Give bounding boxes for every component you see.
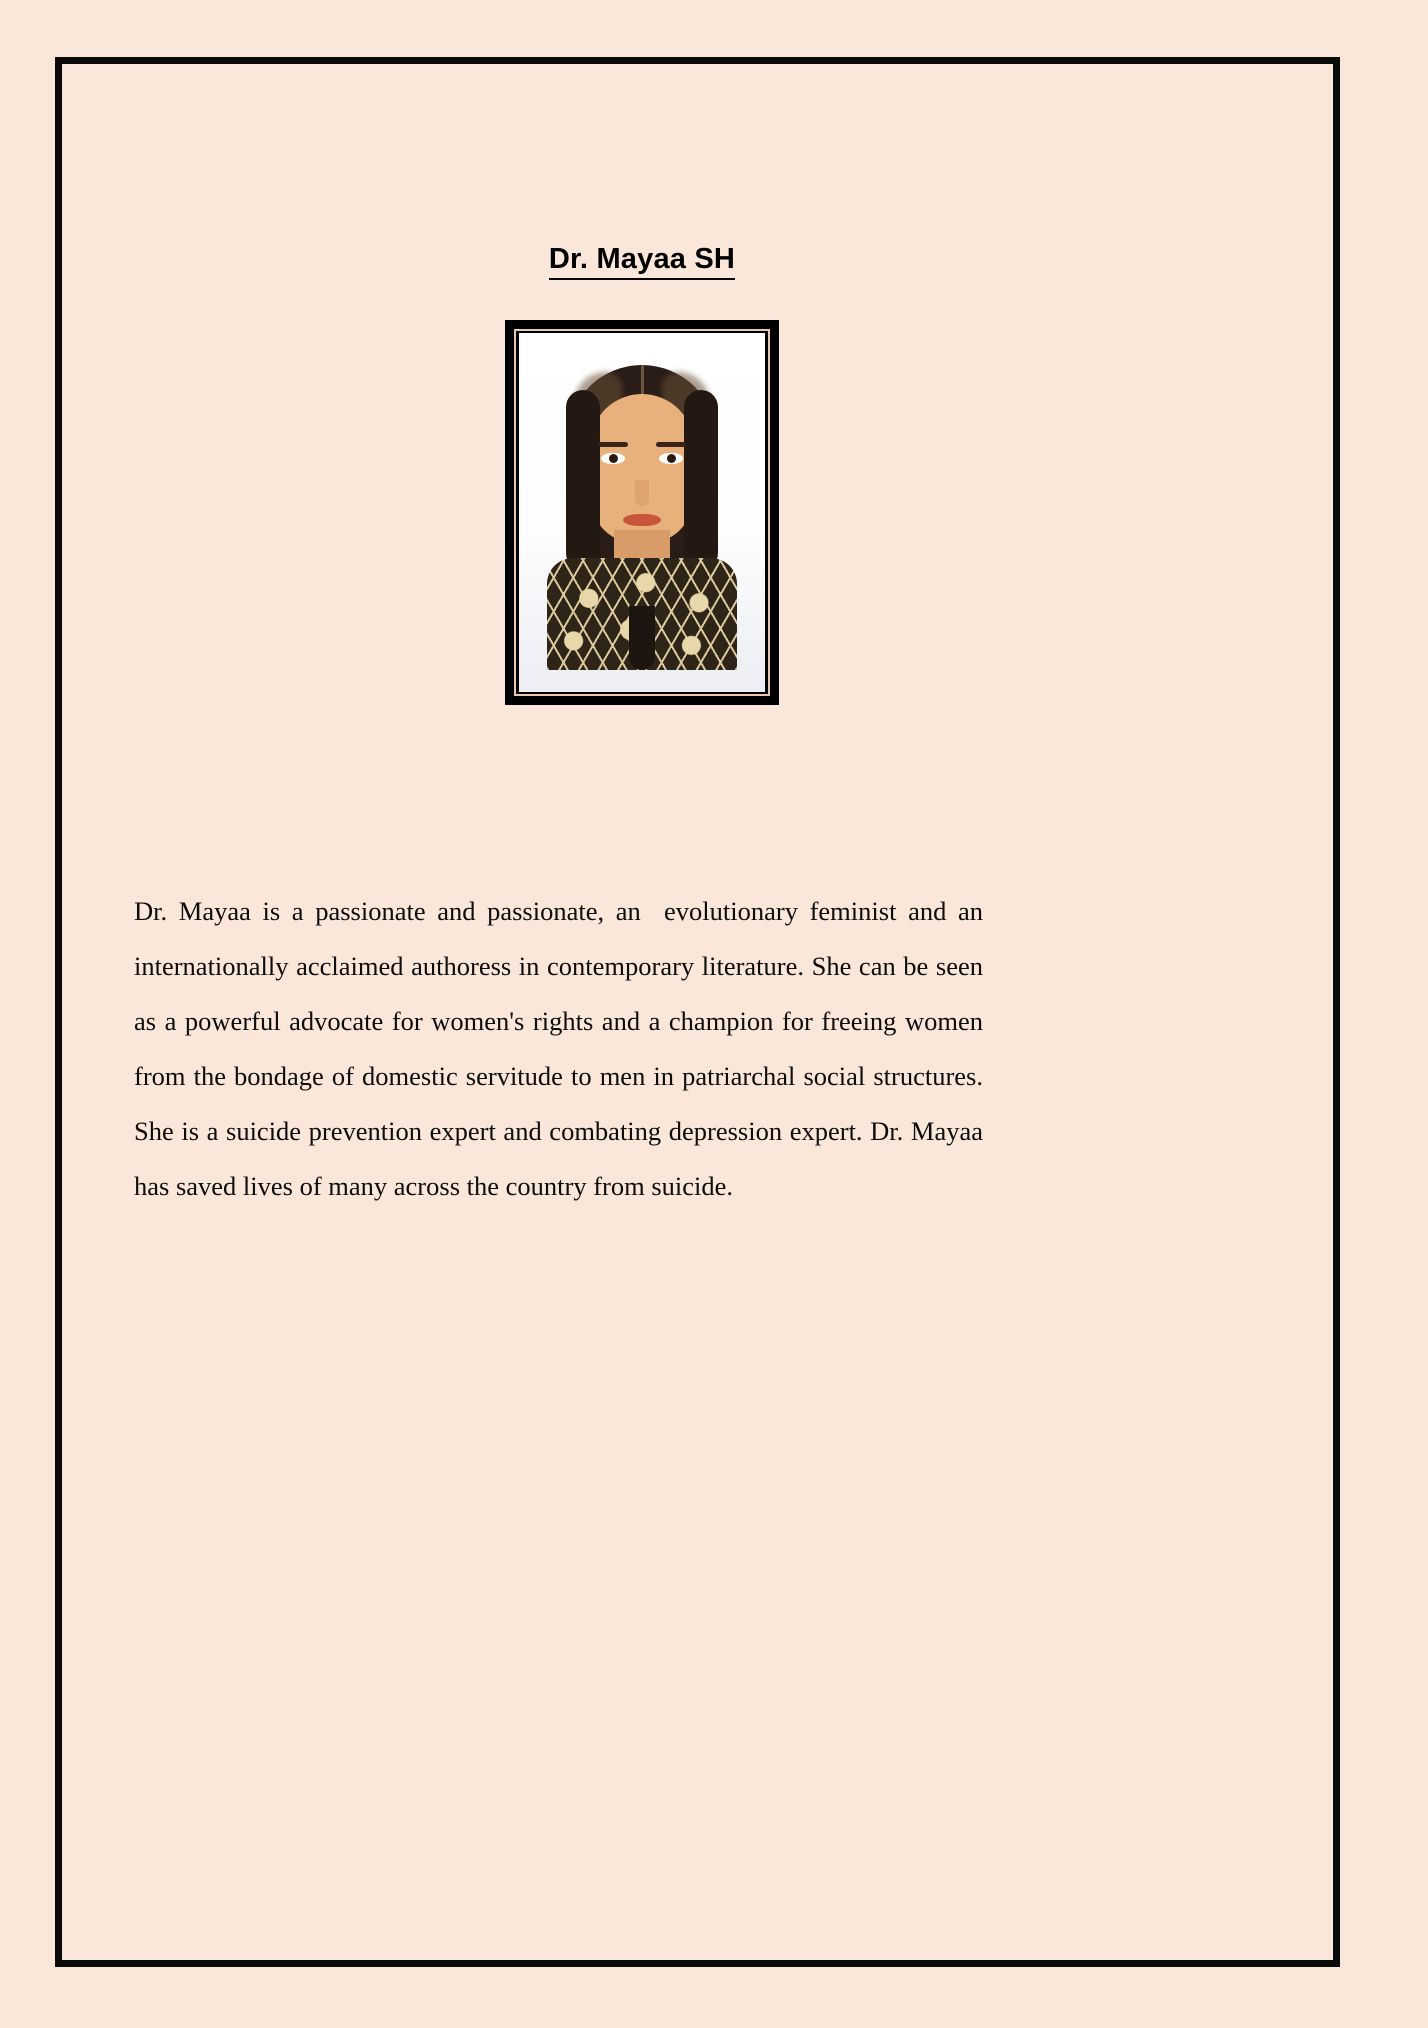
biography-paragraph: Dr. Mayaa is a passionate and passionate, an evolutionary feminist and an internationally acclaimed authoress in contemporary literature. She can be seen as a powerful advocate for women's rights and a champion for freeing women from the bondage of domestic servitude to men in patriarchal social structures. She is a suicide prevention expert and combating depression expert. Dr. Mayaa has saved lives of many across the country from suicide. xyxy=(134,896,990,1201)
portrait-eyebrow-right xyxy=(656,442,686,447)
portrait-collar xyxy=(629,606,655,670)
portrait-hair-strand-left xyxy=(566,390,600,570)
page-content xyxy=(62,64,1333,1960)
portrait-eyebrow-left xyxy=(598,442,628,447)
page-title-container xyxy=(62,244,1222,280)
portrait-nose xyxy=(635,480,649,506)
portrait-pupil-right xyxy=(667,454,676,463)
portrait-pupil-left xyxy=(609,454,618,463)
portrait-frame xyxy=(505,320,779,705)
portrait-container xyxy=(62,320,1222,710)
portrait-lips xyxy=(623,514,661,526)
page-title: Dr. Mayaa SH xyxy=(549,244,735,280)
portrait-hair-strand-right xyxy=(684,390,718,570)
portrait-photo xyxy=(519,333,765,692)
portrait-mat xyxy=(519,333,765,692)
